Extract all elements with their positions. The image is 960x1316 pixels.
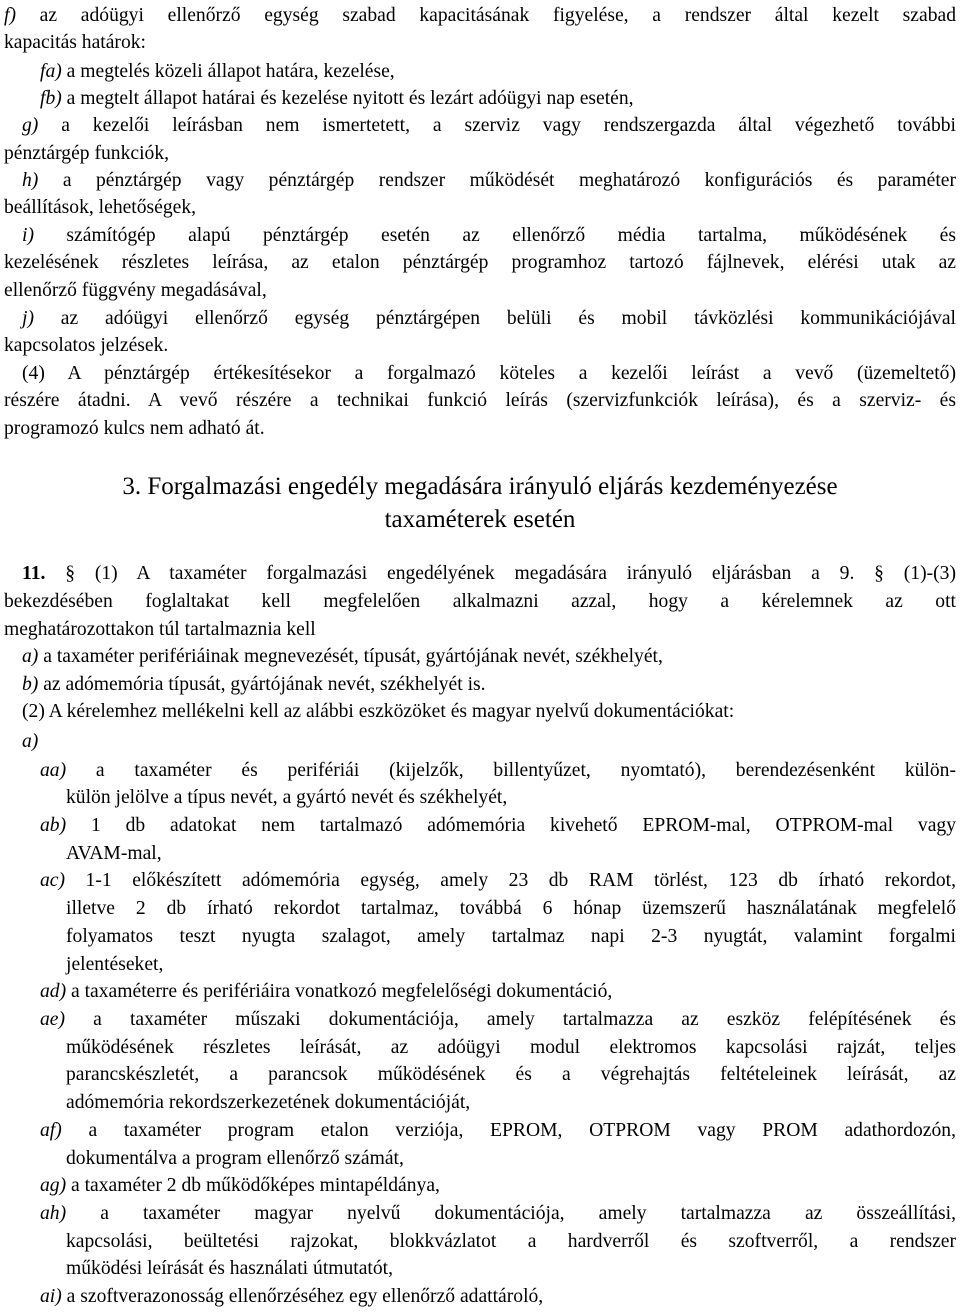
text-line: működési leírását és használati útmutatót, bbox=[66, 1258, 394, 1279]
item-ac bbox=[40, 869, 956, 894]
item-label: h) bbox=[22, 170, 39, 191]
item-label: f) bbox=[4, 5, 16, 26]
paragraph-2: (2) A kérelemhez mellékelni kell az alábbi eszközöket és magyar nyelvű dokumentációkat: bbox=[22, 701, 735, 722]
text-line: jelentéseket, bbox=[66, 954, 164, 975]
item-label: b) bbox=[22, 674, 39, 695]
item-ad bbox=[40, 980, 612, 1005]
item-label: ai) bbox=[40, 1286, 62, 1307]
item-ae bbox=[40, 1008, 956, 1033]
text-line: bekezdésében foglaltakat kell megfelelően alkalmazni azzal, hogy a kérelemnek az ott bbox=[4, 591, 956, 612]
item-text: a taxaméter 2 db működőképes mintapéldánya, bbox=[66, 1175, 440, 1196]
text-line: adómemória rekordszerkezetének dokumentációját, bbox=[66, 1092, 471, 1113]
item-text: az adóügyi ellenőrző egység szabad kapacitásának figyelése, a rendszer által kezelt szabad bbox=[15, 5, 956, 26]
item-b bbox=[22, 673, 486, 698]
item-label: i) bbox=[22, 225, 34, 246]
item-text: a taxaméter műszaki dokumentációja, amely tartalmazza az eszköz felépítésének és bbox=[65, 1009, 956, 1030]
text-line: AVAM-mal, bbox=[66, 843, 162, 864]
item-aa bbox=[40, 759, 956, 784]
item-text: az adóügyi ellenőrző egység pénztárgépen belüli és mobil távközlési kommunikációjával bbox=[33, 308, 956, 329]
item-label: aa) bbox=[40, 760, 67, 781]
item-text: 1-1 előkészített adómemória egység, amely 23 db RAM törlést, 123 db írható rekordot, bbox=[65, 870, 956, 891]
item-text: 1 db adatokat nem tartalmazó adómemória kivehető EPROM-mal, OTPROM-mal vagy bbox=[66, 815, 956, 836]
item-text: számítógép alapú pénztárgép esetén az ellenőrző média tartalma, működésének és bbox=[33, 225, 956, 246]
paragraph-4: (4) A pénztárgép értékesítésekor a forgalmazó köteles a kezelői leírást a vevő (üzemeltető) bbox=[22, 363, 956, 384]
item-fb bbox=[40, 87, 634, 112]
item-label: ac) bbox=[40, 870, 66, 891]
text-line: dokumentálva a program ellenőrző számát, bbox=[66, 1148, 404, 1169]
item-label: af) bbox=[40, 1120, 62, 1141]
item-text: a taxaméterre és perifériáira vonatkozó megfelelőségi dokumentáció, bbox=[66, 981, 613, 1002]
item-ab bbox=[40, 814, 956, 839]
text-line: ellenőrző függvény megadásával, bbox=[4, 280, 267, 301]
text-line: illetve 2 db írható rekordot tartalmaz, továbbá 6 hónap üzemszerű használatának megfelelő bbox=[66, 898, 956, 919]
item-text: az adómemória típusát, gyártójának nevét, székhelyét is. bbox=[38, 674, 486, 695]
text-line: meghatározottakon túl tartalmaznia kell bbox=[4, 619, 316, 640]
item-text: a szoftverazonosság ellenőrzéséhez egy ellenőrző adattároló, bbox=[61, 1286, 544, 1307]
item-label: ah) bbox=[40, 1203, 67, 1224]
text-line: kapcsolatos jelzések. bbox=[4, 335, 169, 356]
section-text: § (1) A taxaméter forgalmazási engedélyének megadására irányuló eljárásban a 9. § (1)-(3) bbox=[45, 563, 956, 584]
item-label: a) bbox=[22, 646, 39, 667]
item-label: a) bbox=[22, 731, 39, 752]
item-label: ab) bbox=[40, 815, 67, 836]
item-text: a taxaméter program etalon verziója, EPROM, OTPROM vagy PROM adathordozón, bbox=[61, 1120, 956, 1141]
item-f bbox=[4, 4, 956, 29]
section-heading-line2: taxaméterek esetén bbox=[384, 506, 576, 533]
section-number: 11. bbox=[22, 563, 46, 584]
text-line: működésének részletes leírását, az adóügyi modul elektromos kapcsolási rajzát, teljes bbox=[66, 1037, 956, 1058]
item-text: a kezelői leírásban nem ismertetett, a szerviz vagy rendszergazda által végezhető további bbox=[38, 115, 956, 136]
item-j bbox=[22, 307, 956, 332]
item-label: j) bbox=[22, 308, 34, 329]
text-line: részére átadni. A vevő részére a technikai funkció leírás (szervizfunkciók leírása), és a szerviz- és bbox=[4, 390, 956, 411]
item-label: ad) bbox=[40, 981, 67, 1002]
text-line: kapacitás határok: bbox=[4, 32, 146, 53]
text-line: beállítások, lehetőségek, bbox=[4, 197, 197, 218]
item-a bbox=[22, 645, 663, 670]
item-label: fa) bbox=[40, 61, 62, 82]
text-line: kapcsolási, beültetési rajzokat, blokkvázlatot a hardverről és szoftverről, a rendszer bbox=[66, 1231, 956, 1252]
item-fa bbox=[40, 60, 395, 85]
text-line: kezelésének részletes leírása, az etalon pénztárgép programhoz tartozó fájlnevek, elérési utak az bbox=[4, 252, 956, 273]
item-af bbox=[40, 1119, 956, 1144]
item-text: a pénztárgép vagy pénztárgép rendszer működését meghatározó konfigurációs és paraméter bbox=[38, 170, 956, 191]
item-text: a taxaméter és perifériái (kijelzők, billentyűzet, nyomtató), berendezésenként külön- bbox=[66, 760, 956, 781]
item-label: g) bbox=[22, 115, 39, 136]
text-line: külön jelölve a típus nevét, a gyártó nevét és székhelyét, bbox=[66, 787, 508, 808]
text-line: pénztárgép funkciók, bbox=[4, 143, 170, 164]
section-11-intro bbox=[22, 562, 956, 587]
item-i bbox=[22, 224, 956, 249]
section-heading: 3. Forgalmazási engedély megadására irányuló eljárás kezdeményezése bbox=[122, 473, 838, 500]
item-ag bbox=[40, 1174, 440, 1199]
item-text: a taxaméter magyar nyelvű dokumentációja, amely tartalmazza az összeállítási, bbox=[66, 1203, 956, 1224]
item-ai bbox=[40, 1285, 543, 1310]
text-line: parancskészletét, a parancsok működésének és a végrehajtás feltételeinek leírását, az bbox=[66, 1064, 956, 1085]
item-a-label bbox=[22, 730, 38, 755]
item-h bbox=[22, 169, 956, 194]
item-label: fb) bbox=[40, 88, 62, 109]
item-label: ae) bbox=[40, 1009, 66, 1030]
item-text: a megtelés közeli állapot határa, kezelése, bbox=[61, 61, 395, 82]
item-text: a taxaméter perifériáinak megnevezését, típusát, gyártójának nevét, székhelyét, bbox=[38, 646, 663, 667]
text-line: programozó kulcs nem adható át. bbox=[4, 418, 265, 439]
item-ah bbox=[40, 1202, 956, 1227]
item-text: a megtelt állapot határai és kezelése nyitott és lezárt adóügyi nap esetén, bbox=[61, 88, 634, 109]
item-g bbox=[22, 114, 956, 139]
text-line: folyamatos teszt nyugta szalagot, amely tartalmaz napi 2-3 nyugtát, valamint forgalmi bbox=[66, 926, 956, 947]
item-label: ag) bbox=[40, 1175, 67, 1196]
